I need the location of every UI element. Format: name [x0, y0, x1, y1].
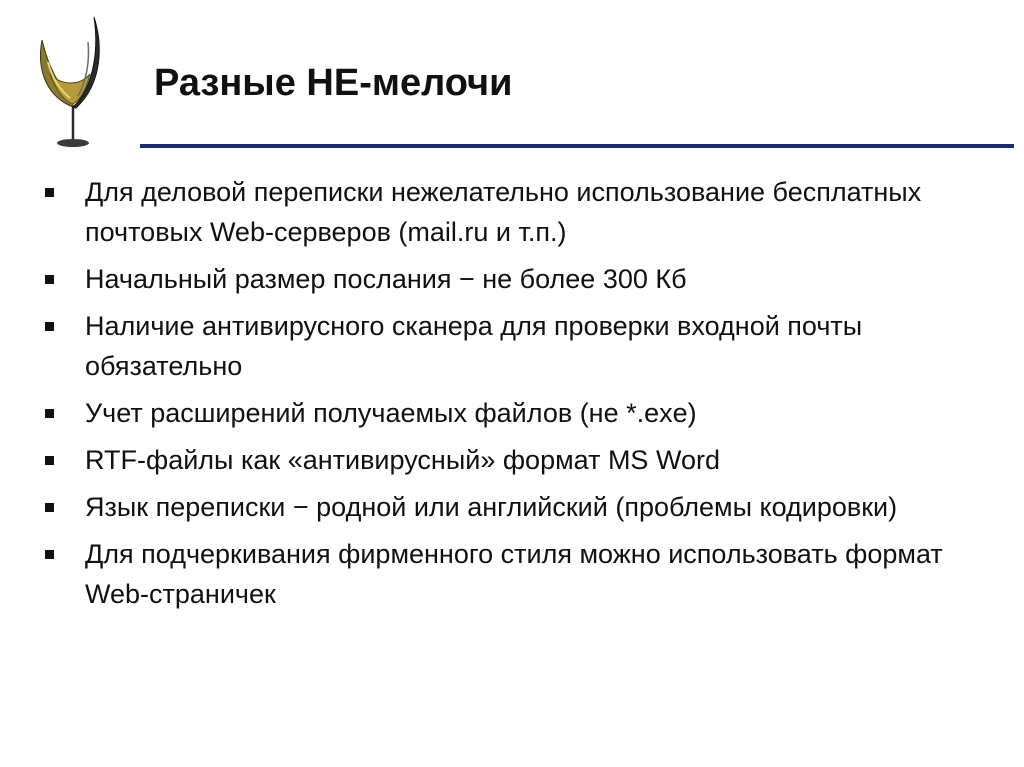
bullet-text: Для деловой переписки нежелательно использование бесплатных почтовых Web-серверов (mail.ru и т.п.): [85, 177, 922, 247]
square-bullet-icon: [45, 409, 54, 418]
slide-title: Разные НЕ-мелочи: [154, 62, 513, 104]
square-bullet-icon: [45, 188, 54, 197]
bullet-item: [40, 259, 1000, 299]
bullet-text: Учет расширений получаемых файлов (не *.exe): [85, 398, 697, 428]
square-bullet-icon: [45, 456, 54, 465]
bullet-item: [40, 440, 1000, 480]
bullet-item: [40, 534, 1000, 614]
bullet-item: [40, 172, 1000, 252]
square-bullet-icon: [45, 550, 54, 559]
bullet-text: Наличие антивирусного сканера для проверки входной почты обязательно: [85, 311, 863, 381]
title-divider: [140, 144, 1014, 148]
bullet-text: RTF-файлы как «антивирусный» формат MS Word: [85, 445, 720, 475]
bullet-list: [40, 172, 1000, 621]
square-bullet-icon: [45, 322, 54, 331]
bullet-text: Начальный размер послания − не более 300 Кб: [85, 264, 687, 294]
bullet-text: Для подчеркивания фирменного стиля можно использовать формат Web-страничек: [85, 539, 943, 609]
square-bullet-icon: [45, 503, 54, 512]
bullet-item: [40, 306, 1000, 386]
bullet-item: [40, 393, 1000, 433]
bullet-text: Язык переписки − родной или английский (проблемы кодировки): [85, 492, 898, 522]
bullet-item: [40, 487, 1000, 527]
square-bullet-icon: [45, 275, 54, 284]
goblet-logo-icon: [28, 12, 118, 152]
